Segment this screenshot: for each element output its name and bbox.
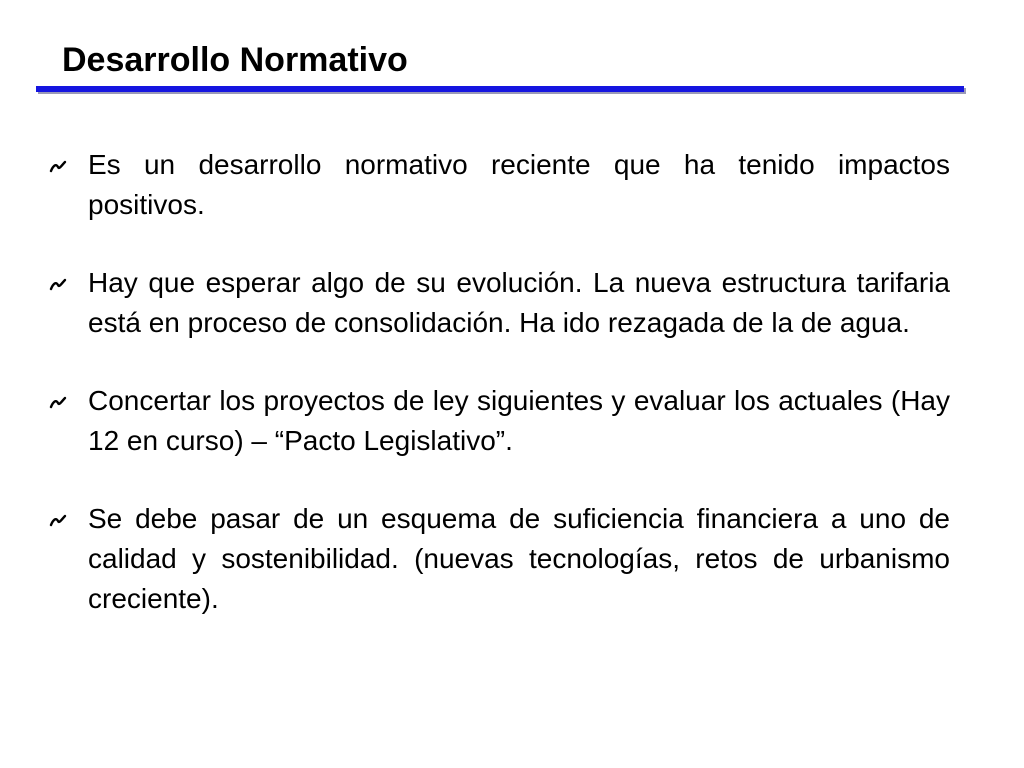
slide-title: Desarrollo Normativo <box>62 41 408 79</box>
swash-bullet-icon <box>48 510 68 530</box>
bullet-item <box>40 381 950 461</box>
title-divider <box>36 86 964 92</box>
bullet-item <box>40 499 950 619</box>
bullet-text: Es un desarrollo normativo reciente que ha tenido impactos positivos. <box>88 149 950 220</box>
swash-bullet-icon <box>48 392 68 412</box>
bullet-text: Se debe pasar de un esquema de suficiencia financiera a uno de calidad y sostenibilidad. (nuevas tecnologías, retos de urbanismo creciente). <box>88 503 950 614</box>
swash-bullet-icon <box>48 156 68 176</box>
bullet-item <box>40 145 950 225</box>
bullet-item <box>40 263 950 343</box>
swash-bullet-icon <box>48 274 68 294</box>
bullet-list <box>40 145 950 657</box>
bullet-text: Concertar los proyectos de ley siguientes y evaluar los actuales (Hay 12 en curso) – “Pacto Legislativo”. <box>88 385 950 456</box>
bullet-text: Hay que esperar algo de su evolución. La nueva estructura tarifaria está en proceso de consolidación. Ha ido rezagada de la de agua. <box>88 267 950 338</box>
